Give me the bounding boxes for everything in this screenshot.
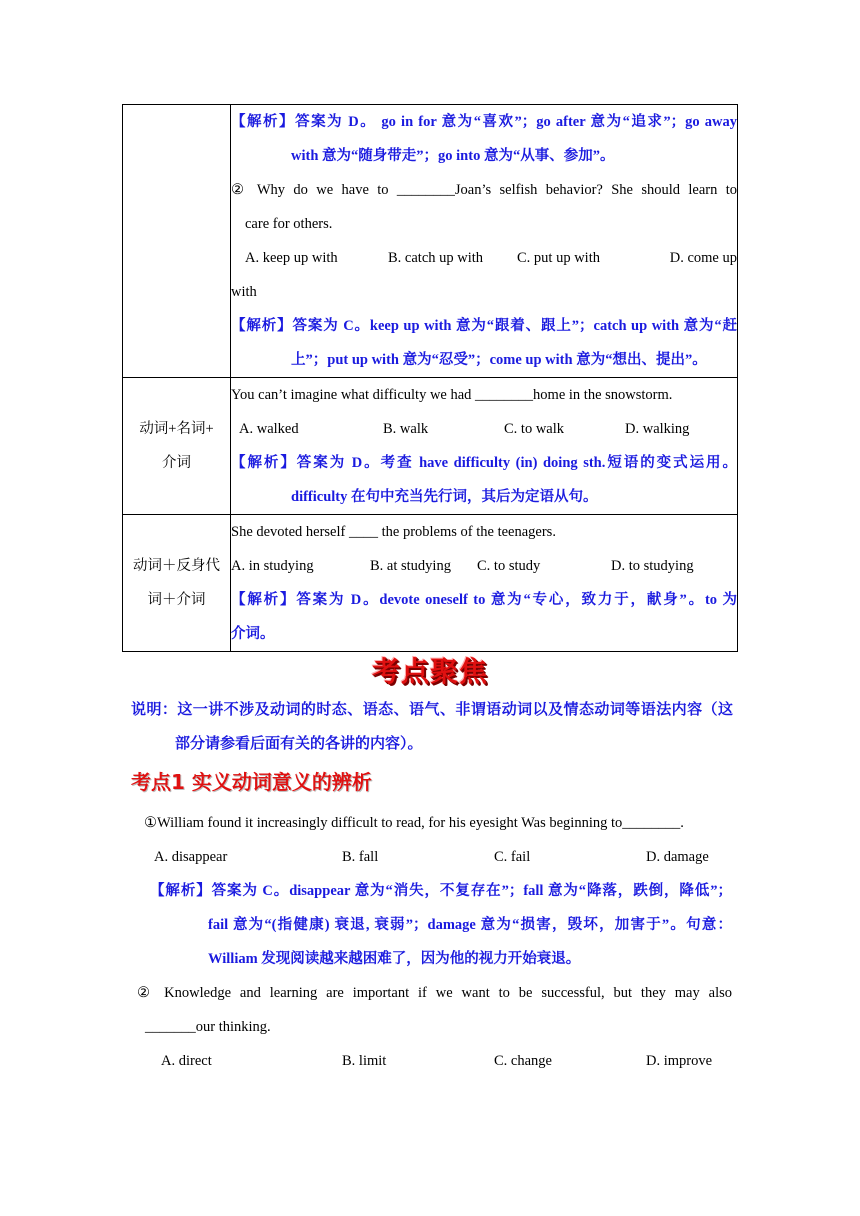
content-cell	[231, 515, 738, 652]
option-c: C. put up with	[517, 250, 600, 266]
analysis-line: fail 意为“(指健康) 衰退, 衰弱”；damage 意为“损害，毁坏，加害于”。句意：	[208, 917, 732, 933]
options-line	[231, 549, 737, 583]
option-c: C. to walk	[504, 421, 565, 437]
question-line: ② Why do we have to ________Joan’s selfish behavior? She should learn to	[231, 182, 737, 198]
analysis-line: 介词。	[231, 626, 275, 642]
option-a: A. walked	[239, 421, 299, 437]
options-line	[231, 241, 737, 275]
question-line: She devoted herself ____ the problems of the teenagers.	[231, 524, 556, 540]
note-line: 说明：这一讲不涉及动词的时态、语态、语气、非谓语动词以及情态动词等语法内容（这	[131, 702, 733, 718]
analysis-line: 【解析】答案为 D。devote oneself to 意为“专心，致力于，献身”。to 为	[231, 592, 737, 608]
analysis-line: 【解析】答案为 D。考查 have difficulty (in) doing sth.短语的变式运用。	[231, 455, 737, 471]
analysis-line: 【解析】答案为 C。disappear 意为“消失，不复存在”；fall 意为“降落，跌倒，降低”；	[150, 883, 732, 899]
analysis-line: 上”；put up with 意为“忍受”；come up with 意为“想出、提出”。	[291, 352, 707, 368]
option-c: C. to study	[477, 558, 541, 574]
option-a: A. keep up with	[245, 250, 338, 266]
option-d: D. come up	[669, 250, 737, 266]
question-line: You can’t imagine what difficulty we had ________home in the snowstorm.	[231, 387, 673, 403]
option-b: B. walk	[383, 421, 429, 437]
category-label: 动词＋反身代	[133, 558, 220, 574]
option-d: D. improve	[646, 1053, 713, 1069]
analysis-line: with 意为“随身带走”；go into 意为“从事、参加”。	[291, 148, 615, 164]
category-label: 词＋介词	[147, 592, 206, 608]
question-line: ② Knowledge and learning are important if we want to be successful, but they may also	[137, 985, 732, 1001]
question-line: _______our thinking.	[145, 1019, 271, 1035]
options-line	[231, 412, 737, 446]
table-row	[123, 105, 738, 378]
option-b: B. limit	[342, 1053, 387, 1069]
option-d: D. walking	[625, 421, 690, 437]
option-b: B. catch up with	[388, 250, 484, 266]
option-a: A. in studying	[231, 558, 314, 574]
question-line: care for others.	[245, 216, 333, 232]
option-b: B. at studying	[370, 558, 451, 574]
q1-analysis	[150, 874, 732, 976]
option-a: A. disappear	[154, 849, 228, 865]
table-row	[123, 515, 738, 652]
option-b: B. fall	[342, 849, 379, 865]
section-heading: 考点1 实义动词意义的辨析	[131, 770, 372, 794]
question-line: with	[231, 284, 257, 300]
note-block	[131, 693, 733, 761]
category-cell	[123, 105, 231, 378]
question-1: ①William found it increasingly difficult to read, for his eyesight Was beginning to________.	[144, 815, 684, 831]
category-label: 动词+名词+	[139, 421, 214, 437]
category-cell	[123, 378, 231, 515]
analysis-line: 【解析】答案为 D。 go in for 意为“喜欢”；go after 意为“追求”；go away	[231, 114, 737, 130]
content-cell	[231, 105, 738, 378]
phrasal-verb-table	[122, 104, 738, 652]
option-d: D. damage	[646, 849, 709, 865]
category-cell	[123, 515, 231, 652]
analysis-line: difficulty 在句中充当先行词，其后为定语从句。	[291, 489, 598, 505]
table-row	[123, 378, 738, 515]
category-label: 介词	[162, 455, 191, 471]
option-a: A. direct	[161, 1053, 212, 1069]
question-2	[137, 976, 732, 1044]
analysis-line: William 发现阅读越来越困难了，因为他的视力开始衰退。	[208, 951, 581, 967]
option-c: C. change	[494, 1053, 552, 1069]
note-line: 部分请参看后面有关的各讲的内容）。	[175, 736, 423, 752]
analysis-line: 【解析】答案为 C。keep up with 意为“跟着、跟上”；catch up with 意为“赶	[231, 318, 737, 334]
section-banner: 考点聚焦	[371, 655, 488, 688]
option-d: D. to studying	[611, 558, 694, 574]
option-c: C. fail	[494, 849, 531, 865]
content-cell	[231, 378, 738, 515]
